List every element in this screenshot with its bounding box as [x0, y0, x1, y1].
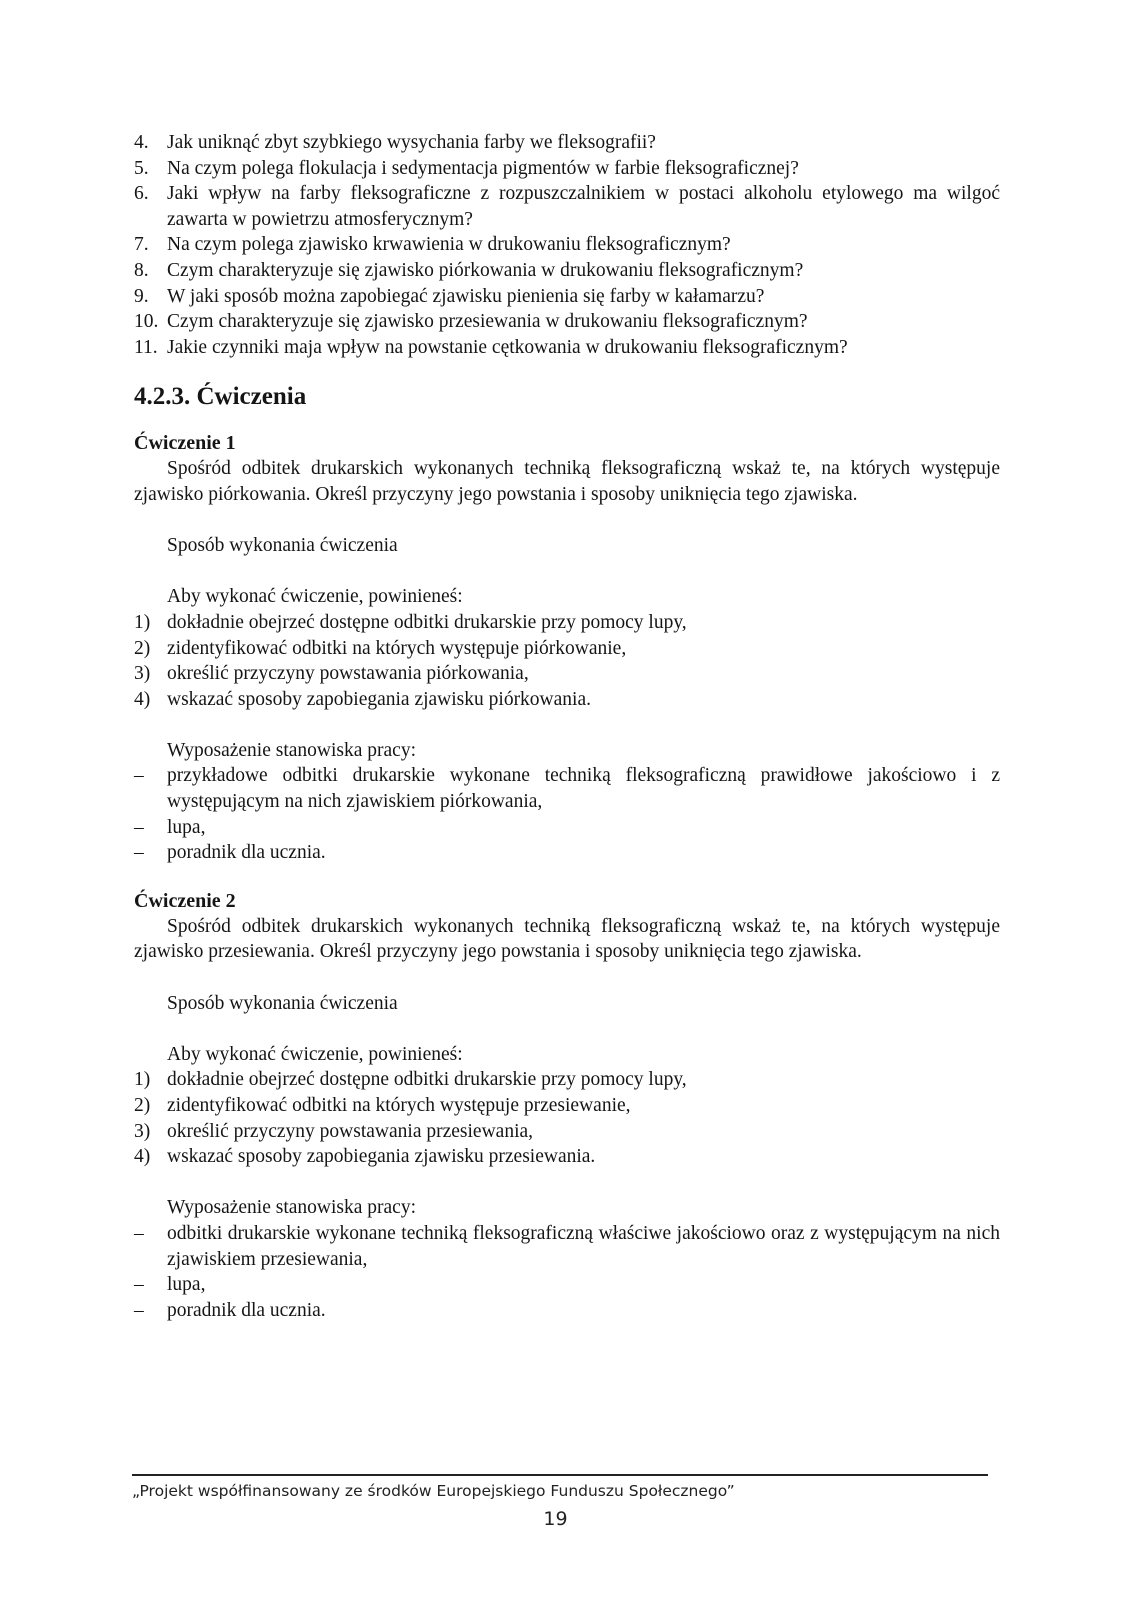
spacer: [134, 1016, 1000, 1042]
question-item: [134, 258, 1000, 284]
step-marker: 2): [134, 637, 151, 659]
step-text: dokładnie obejrzeć dostępne odbitki drukarskie przy pomocy lupy,: [167, 1069, 687, 1091]
page-content: [134, 130, 1000, 1323]
step-text: wskazać sposoby zapobiegania zjawisku przesiewania.: [167, 1146, 596, 1168]
equipment-item: [134, 763, 1000, 814]
question-text: Na czym polega flokulacja i sedymentacja pigmentów w farbie fleksograficznej?: [167, 157, 799, 179]
equipment-text: przykładowe odbitki drukarskie wykonane techniką fleksograficzną prawidłowe jakościowo i z występującym na nich zjawiskiem piórkowania,: [167, 765, 1000, 813]
step-text: wskazać sposoby zapobiegania zjawisku piórkowania.: [167, 688, 591, 710]
review-questions-list: [134, 130, 1000, 360]
steps-intro: Aby wykonać ćwiczenie, powinieneś:: [167, 1043, 463, 1065]
spacer: [134, 712, 1000, 738]
steps-intro: Aby wykonać ćwiczenie, powinieneś:: [167, 586, 463, 608]
dash-bullet-icon: –: [134, 1274, 144, 1296]
dash-bullet-icon: –: [134, 1222, 144, 1244]
question-text: Czym charakteryzuje się zjawisko piórkowania w drukowaniu fleksograficznym?: [167, 259, 804, 281]
step-item: [134, 1067, 1000, 1093]
question-text: Czym charakteryzuje się zjawisko przesiewania w drukowaniu fleksograficznym?: [167, 311, 808, 333]
dash-bullet-icon: –: [134, 816, 144, 838]
equipment-text: odbitki drukarskie wykonane techniką fleksograficzną właściwe jakościowo oraz z występującym na nich zjawiskiem przesiewania,: [167, 1222, 1000, 1270]
question-text: Na czym polega zjawisko krwawienia w drukowaniu fleksograficznym?: [167, 234, 731, 256]
dash-bullet-icon: –: [134, 1299, 144, 1321]
question-item: [134, 130, 1000, 156]
equipment-text: lupa,: [167, 1274, 206, 1296]
question-number: 10.: [134, 311, 159, 333]
step-text: dokładnie obejrzeć dostępne odbitki drukarskie przy pomocy lupy,: [167, 611, 687, 633]
question-item: [134, 232, 1000, 258]
step-marker: 3): [134, 1120, 151, 1142]
step-marker: 4): [134, 688, 151, 710]
question-number: 8.: [134, 259, 149, 281]
question-item: [134, 309, 1000, 335]
equipment-text: poradnik dla ucznia.: [167, 1299, 326, 1321]
question-number: 5.: [134, 157, 149, 179]
step-text: zidentyfikować odbitki na których występuje piórkowanie,: [167, 637, 627, 659]
spacer: [134, 866, 1000, 888]
question-number: 7.: [134, 234, 149, 256]
step-item: [134, 661, 1000, 687]
step-item: [134, 1144, 1000, 1170]
equipment-list: [134, 1221, 1000, 1323]
spacer: [134, 508, 1000, 534]
equipment-text: lupa,: [167, 816, 206, 838]
question-number: 9.: [134, 285, 149, 307]
equipment-item: [134, 840, 1000, 866]
page-number: 19: [543, 1508, 568, 1530]
equipment-item: [134, 1272, 1000, 1298]
question-text: Jaki wpływ na farby fleksograficzne z rozpuszczalnikiem w postaci alkoholu etylowego ma wilgoć zawarta w powietrzu atmosferycznym?: [167, 183, 1000, 230]
dash-bullet-icon: –: [134, 842, 144, 864]
steps-list: [134, 1067, 1000, 1169]
equipment-item: [134, 815, 1000, 841]
step-marker: 1): [134, 611, 151, 633]
question-text: Jak uniknąć zbyt szybkiego wysychania farby we fleksografii?: [167, 132, 656, 153]
step-item: [134, 636, 1000, 662]
step-item: [134, 1093, 1000, 1119]
question-number: 4.: [134, 132, 149, 153]
step-marker: 2): [134, 1095, 151, 1116]
step-item: [134, 610, 1000, 636]
step-text: zidentyfikować odbitki na których występuje przesiewanie,: [167, 1095, 631, 1116]
dash-bullet-icon: –: [134, 765, 144, 787]
method-heading: Sposób wykonania ćwiczenia: [167, 535, 398, 557]
question-text: Jakie czynniki maja wpływ na powstanie cętkowania w drukowaniu fleksograficznym?: [167, 336, 848, 358]
question-item: [134, 284, 1000, 310]
step-marker: 1): [134, 1069, 151, 1091]
spacer: [134, 559, 1000, 585]
question-text: W jaki sposób można zapobiegać zjawisku pienienia się farby w kałamarzu?: [167, 285, 765, 307]
step-item: [134, 687, 1000, 713]
exercise-title: Ćwiczenie 2: [134, 889, 236, 912]
equipment-item: [134, 1298, 1000, 1324]
method-heading: Sposób wykonania ćwiczenia: [167, 992, 398, 1014]
equipment-item: [134, 1221, 1000, 1272]
question-item: [134, 156, 1000, 182]
section-heading: 4.2.3. Ćwiczenia: [134, 383, 307, 411]
step-text: określić przyczyny powstawania przesiewania,: [167, 1120, 534, 1142]
steps-list: [134, 610, 1000, 712]
exercise-2: [134, 888, 1000, 1324]
question-item: [134, 335, 1000, 361]
question-number: 6.: [134, 183, 149, 205]
question-number: 11.: [134, 336, 158, 358]
equipment-list: [134, 763, 1000, 865]
exercise-description: Spośród odbitek drukarskich wykonanych techniką fleksograficzną wskaż te, na których występuje zjawisko piórkowania. Określ przyczyny jego powstania i sposoby uniknięcia tego zjawiska.: [134, 458, 1000, 505]
spacer: [134, 1170, 1000, 1196]
spacer: [134, 965, 1000, 991]
exercise-title: Ćwiczenie 1: [134, 432, 236, 455]
step-marker: 4): [134, 1146, 151, 1168]
exercise-1: [134, 430, 1000, 866]
equipment-heading: Wyposażenie stanowiska pracy:: [167, 739, 416, 761]
equipment-text: poradnik dla ucznia.: [167, 842, 326, 864]
step-text: określić przyczyny powstawania piórkowania,: [167, 663, 529, 685]
footer-funding-note: „Projekt współfinansowany ze środków Europejskiego Funduszu Społecznego”: [132, 1482, 735, 1500]
step-marker: 3): [134, 663, 151, 685]
question-item: [134, 181, 1000, 232]
exercise-description: Spośród odbitek drukarskich wykonanych techniką fleksograficzną wskaż te, na których występuje zjawisko przesiewania. Określ przyczyny jego powstania i sposoby uniknięcia tego zjawiska.: [134, 915, 1000, 963]
footer-divider: [132, 1474, 988, 1476]
equipment-heading: Wyposażenie stanowiska pracy:: [167, 1197, 416, 1219]
step-item: [134, 1119, 1000, 1145]
